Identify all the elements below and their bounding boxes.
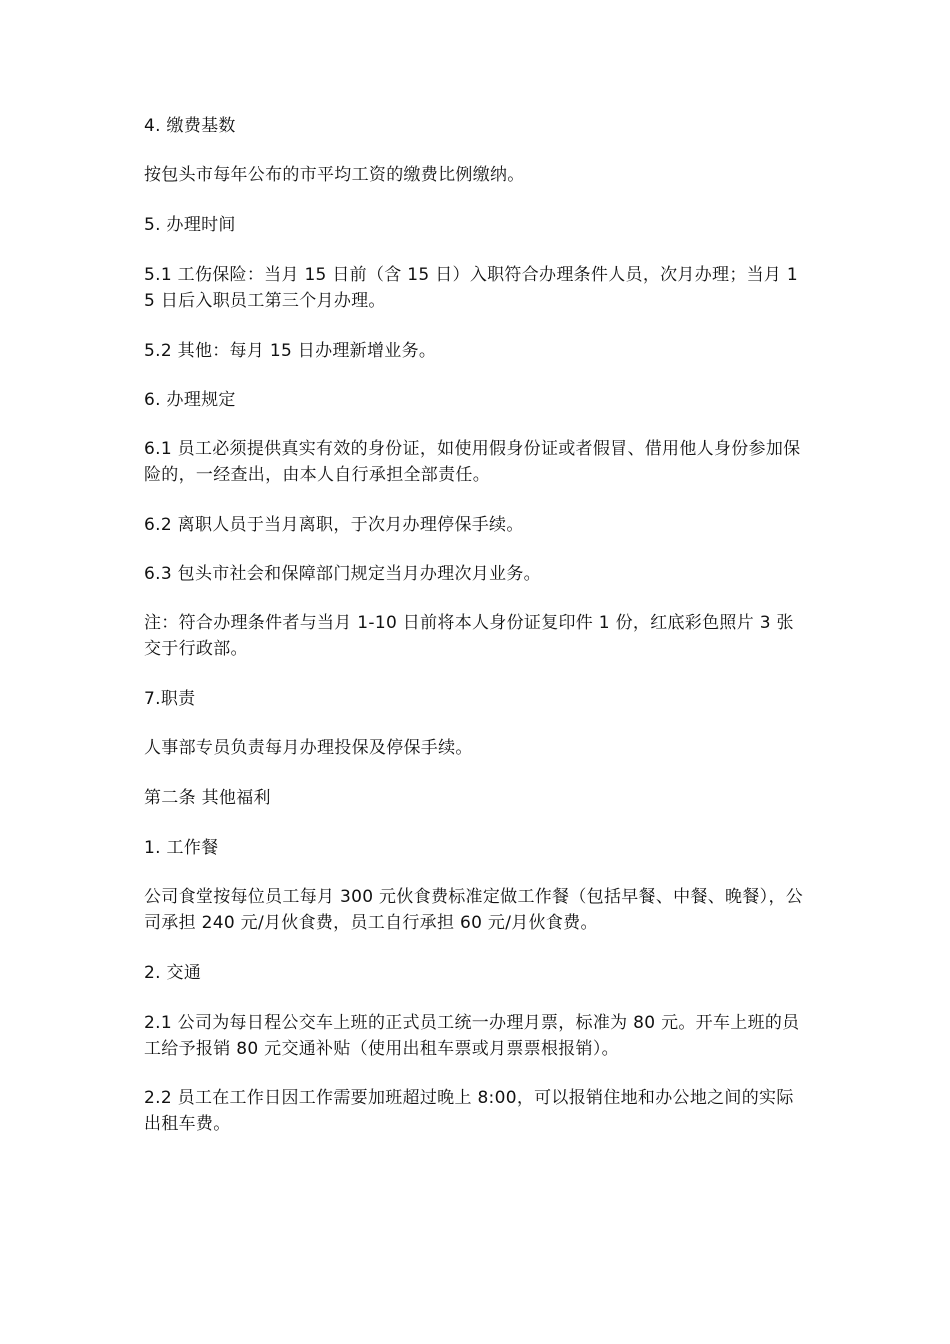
heading-article-two: 第二条 其他福利 bbox=[144, 788, 271, 808]
paragraph-work-meals: 公司食堂按每位员工每月 300 元伙食费标准定做工作餐（包括早餐、中餐、晚餐），公司承担 240 元/月伙食费，员工自行承担 60 元/月伙食费。 bbox=[144, 887, 804, 933]
heading-payment-base: 4. 缴费基数 bbox=[144, 116, 236, 136]
heading-processing-time: 5. 办理时间 bbox=[144, 215, 236, 235]
paragraph-responsibilities: 人事部专员负责每月办理投保及停保手续。 bbox=[144, 738, 473, 758]
paragraph-6-2: 6.2 离职人员于当月离职，于次月办理停保手续。 bbox=[144, 515, 524, 535]
heading-responsibilities: 7.职责 bbox=[144, 689, 196, 709]
paragraph-5-2: 5.2 其他：每月 15 日办理新增业务。 bbox=[144, 341, 437, 361]
heading-transportation: 2. 交通 bbox=[144, 963, 202, 983]
paragraph-note: 注：符合办理条件者与当月 1-10 日前将本人身份证复印件 1 份，红底彩色照片 3 张交于行政部。 bbox=[144, 613, 794, 659]
paragraph-2-1: 2.1 公司为每日程公交车上班的正式员工统一办理月票，标准为 80 元。开车上班的员工给予报销 80 元交通补贴（使用出租车票或月票票根报销）。 bbox=[144, 1013, 800, 1059]
paragraph-payment-base: 按包头市每年公布的市平均工资的缴费比例缴纳。 bbox=[144, 165, 525, 185]
paragraph-2-2: 2.2 员工在工作日因工作需要加班超过晚上 8:00，可以报销住地和办公地之间的实际出租车费。 bbox=[144, 1088, 794, 1134]
paragraph-6-3: 6.3 包头市社会和保障部门规定当月办理次月业务。 bbox=[144, 564, 541, 584]
paragraph-5-1: 5.1 工伤保险：当月 15 日前（含 15 日）入职符合办理条件人员，次月办理；当月 15 日后入职员工第三个月办理。 bbox=[144, 265, 799, 311]
heading-processing-rules: 6. 办理规定 bbox=[144, 390, 236, 410]
paragraph-6-1: 6.1 员工必须提供真实有效的身份证，如使用假身份证或者假冒、借用他人身份参加保险的，一经查出，由本人自行承担全部责任。 bbox=[144, 439, 801, 485]
heading-work-meals: 1. 工作餐 bbox=[144, 838, 219, 858]
